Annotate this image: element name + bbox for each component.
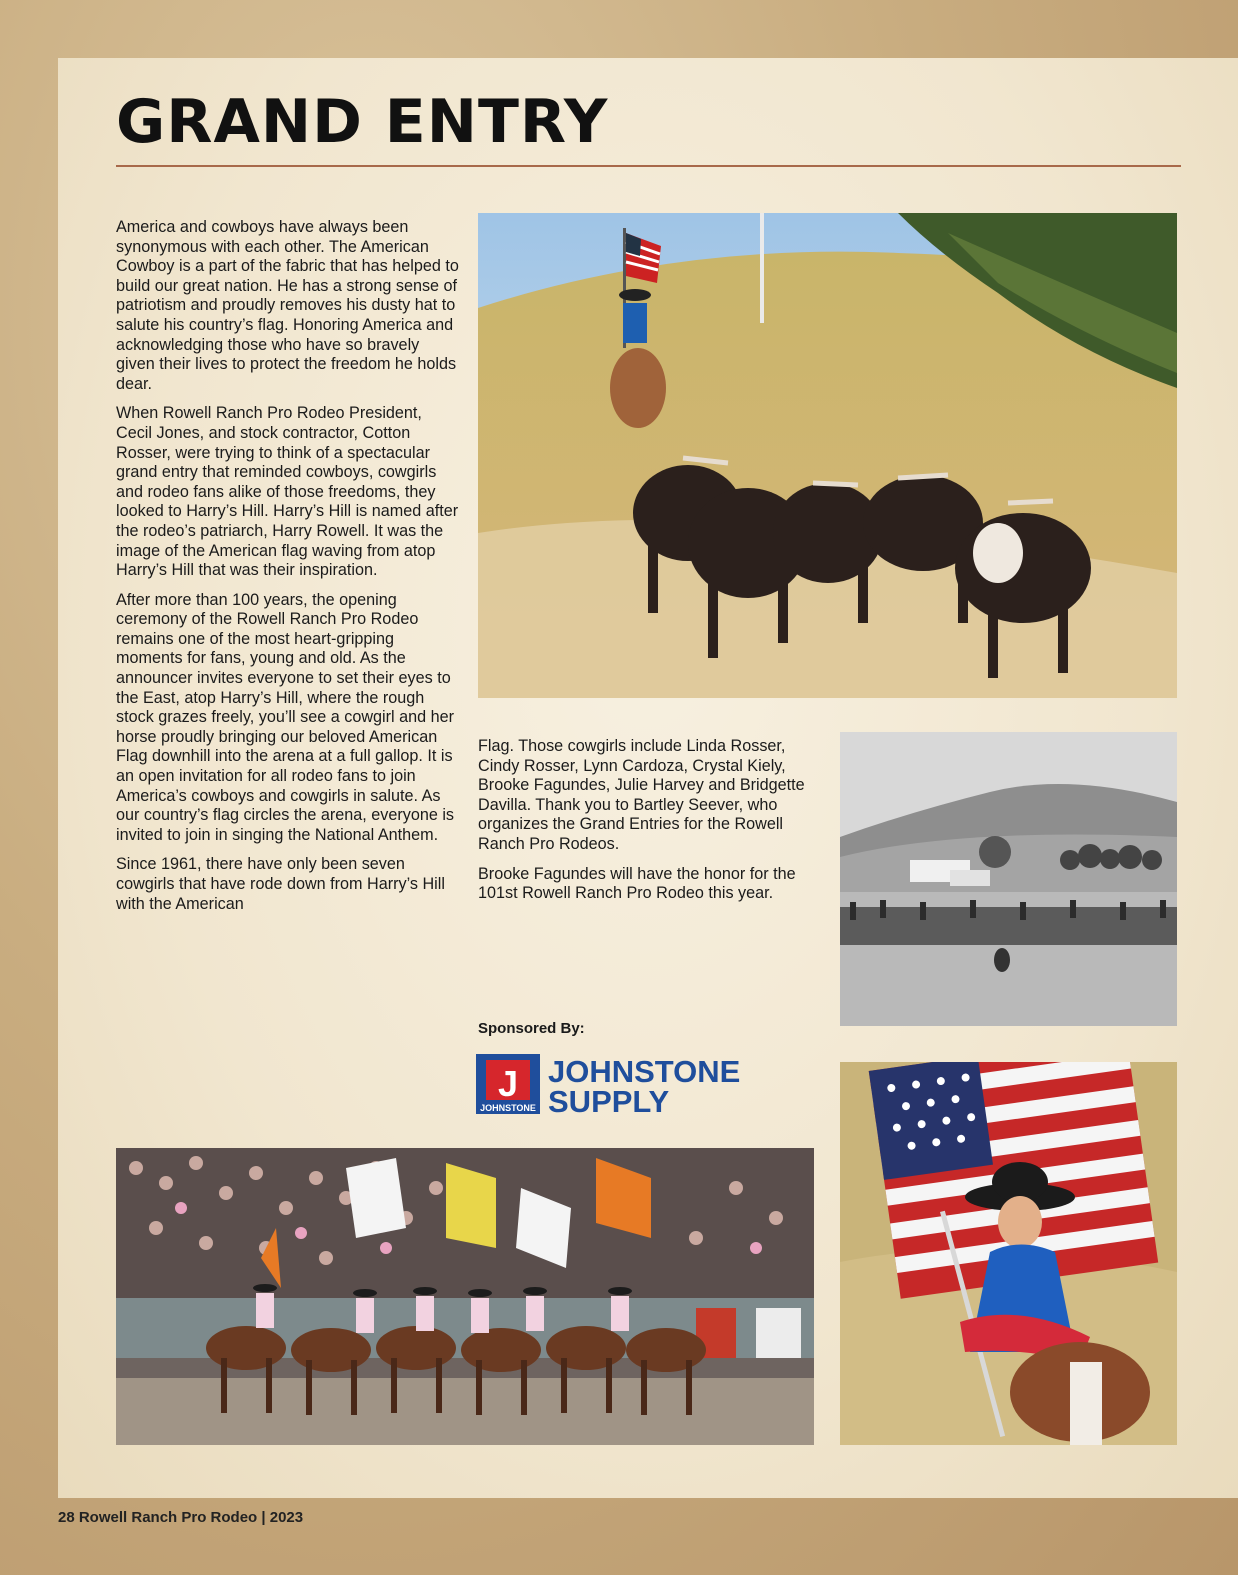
article-paragraph: After more than 100 years, the opening ceremony of the Rowell Ranch Pro Rodeo remains one of the most heart-gripping moments for fans, young and old. As the announcer invites everyone to set their eyes to the East, atop Harry’s Hill, where the rough stock grazes freely, you’ll see a cowgirl and her horse proudly bringing our beloved American Flag downhill into the arena at a full gallop. It is an open invitation for all rodeo fans to join America’s cowboys and cowgirls in salute. As our country’s flag circles the arena, everyone is invited to join in singing the National Anthem. (116, 590, 455, 844)
article-column-right (478, 737, 818, 914)
page-title: GRAND ENTRY (116, 87, 609, 157)
svg-text:JOHNSTONE: JOHNSTONE (548, 1054, 741, 1089)
article-paragraph: When Rowell Ranch Pro Rodeo President, Cecil Jones, and stock contractor, Cotton Rosser, were trying to think of a spectacular grand entry that reminded cowboys, cowgirls and rodeo fans alike of those freedoms, they looked to Harry’s Hill. Harry’s Hill is named after the rodeo’s patriarch, Harry Rowell. It was the image of the American flag waving from atop Harry’s Hill that was their inspiration. (116, 404, 459, 580)
svg-text:J: J (497, 1063, 519, 1104)
johnstone-supply-logo (476, 1054, 818, 1116)
article-column-left (116, 218, 461, 924)
page-footer: 28 Rowell Ranch Pro Rodeo | 2023 (58, 1509, 304, 1526)
title-divider (116, 165, 1181, 167)
svg-text:SUPPLY: SUPPLY (548, 1084, 670, 1116)
historic-grand-entry-photo (840, 732, 1177, 1026)
article-paragraph: Brooke Fagundes will have the honor for the 101st Rowell Ranch Pro Rodeo this year. (478, 864, 796, 903)
sponsor-label: Sponsored By: (478, 1020, 585, 1037)
svg-text:JOHNSTONE: JOHNSTONE (480, 1103, 536, 1113)
article-paragraph: Flag. Those cowgirls include Linda Rosser, Cindy Rosser, Lynn Cardoza, Crystal Kiely, Brooke Fagundes, Julie Harvey and Bridgette Davilla. Thank you to Bartley Seever, who organizes the Grand Entries for the Rowell Ranch Pro Rodeos. (478, 737, 805, 853)
cattle-drive-photo (478, 213, 1177, 698)
sponsor-flags-photo (116, 1148, 814, 1445)
flag-bearer-photo (840, 1062, 1177, 1445)
article-paragraph: Since 1961, there have only been seven cowgirls that have rode down from Harry’s Hill with the American (116, 855, 445, 913)
article-paragraph: America and cowboys have always been synonymous with each other. The American Cowboy is a part of the fabric that has helped to build our great nation. He has a strong sense of patriotism and proudly removes his dusty hat to salute his country’s flag. Honoring America and acknowledging those who have so bravely given their lives to protect the freedom he holds dear. (116, 218, 459, 393)
